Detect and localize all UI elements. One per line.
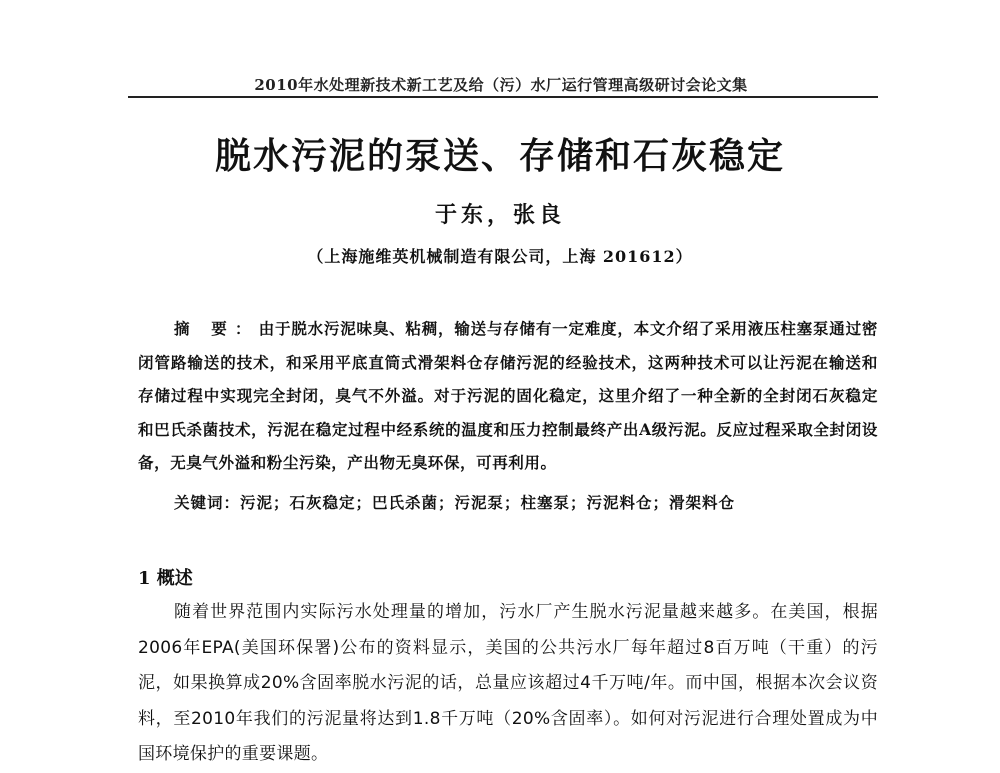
- authors: 于东，张良: [434, 202, 565, 228]
- running-head: 2010年水处理新技术新工艺及给（污）水厂运行管理高级研讨会论文集: [254, 76, 748, 94]
- keywords-label: 关键词：: [174, 493, 241, 512]
- keywords: [174, 491, 878, 513]
- abstract-label: 摘 要：: [174, 319, 259, 338]
- paper-title: 脱水污泥的泵送、存储和石灰稳定: [214, 136, 785, 177]
- keywords-text: 污泥；石灰稳定；巴氏杀菌；污泥泵；柱塞泵；污泥料仓；滑架料仓: [240, 493, 736, 512]
- affiliation: （上海施维英机械制造有限公司，上海 201612）: [307, 247, 693, 266]
- abstract-text: 由于脱水污泥味臭、粘稠，输送与存储有一定难度，本文介绍了采用液压柱塞泵通过密闭管路输送的技术，和采用平底直筒式滑架料仓存储污泥的经验技术，这两种技术可以让污泥在输送和存储过程中实现完全封闭，臭气不外溢。对于污泥的固化稳定，这里介绍了一种全新的全封闭石灰稳定和巴氏杀菌技术，污泥在稳定过程中经系统的温度和压力控制最终产出A级污泥。反应过程采取全封闭设备，无臭气外溢和粉尘污染，产出物无臭环保，可再利用。: [138, 319, 878, 472]
- section-heading: 1 概述: [138, 568, 193, 589]
- abstract: [138, 312, 878, 480]
- section-body: 随着世界范围内实际污水处理量的增加，污水厂产生脱水污泥量越来越多。在美国，根据2006年EPA(美国环保署)公布的资料显示，美国的公共污水厂每年超过8百万吨（干重）的污泥，如果换算成20%含固率脱水污泥的话，总量应该超过4千万吨/年。而中国，根据本次会议资料，至2010年我们的污泥量将达到1.8千万吨（20%含固率）。如何对污泥进行合理处置成为中国环境保护的重要课题。: [138, 602, 878, 764]
- header-rule: [128, 96, 878, 98]
